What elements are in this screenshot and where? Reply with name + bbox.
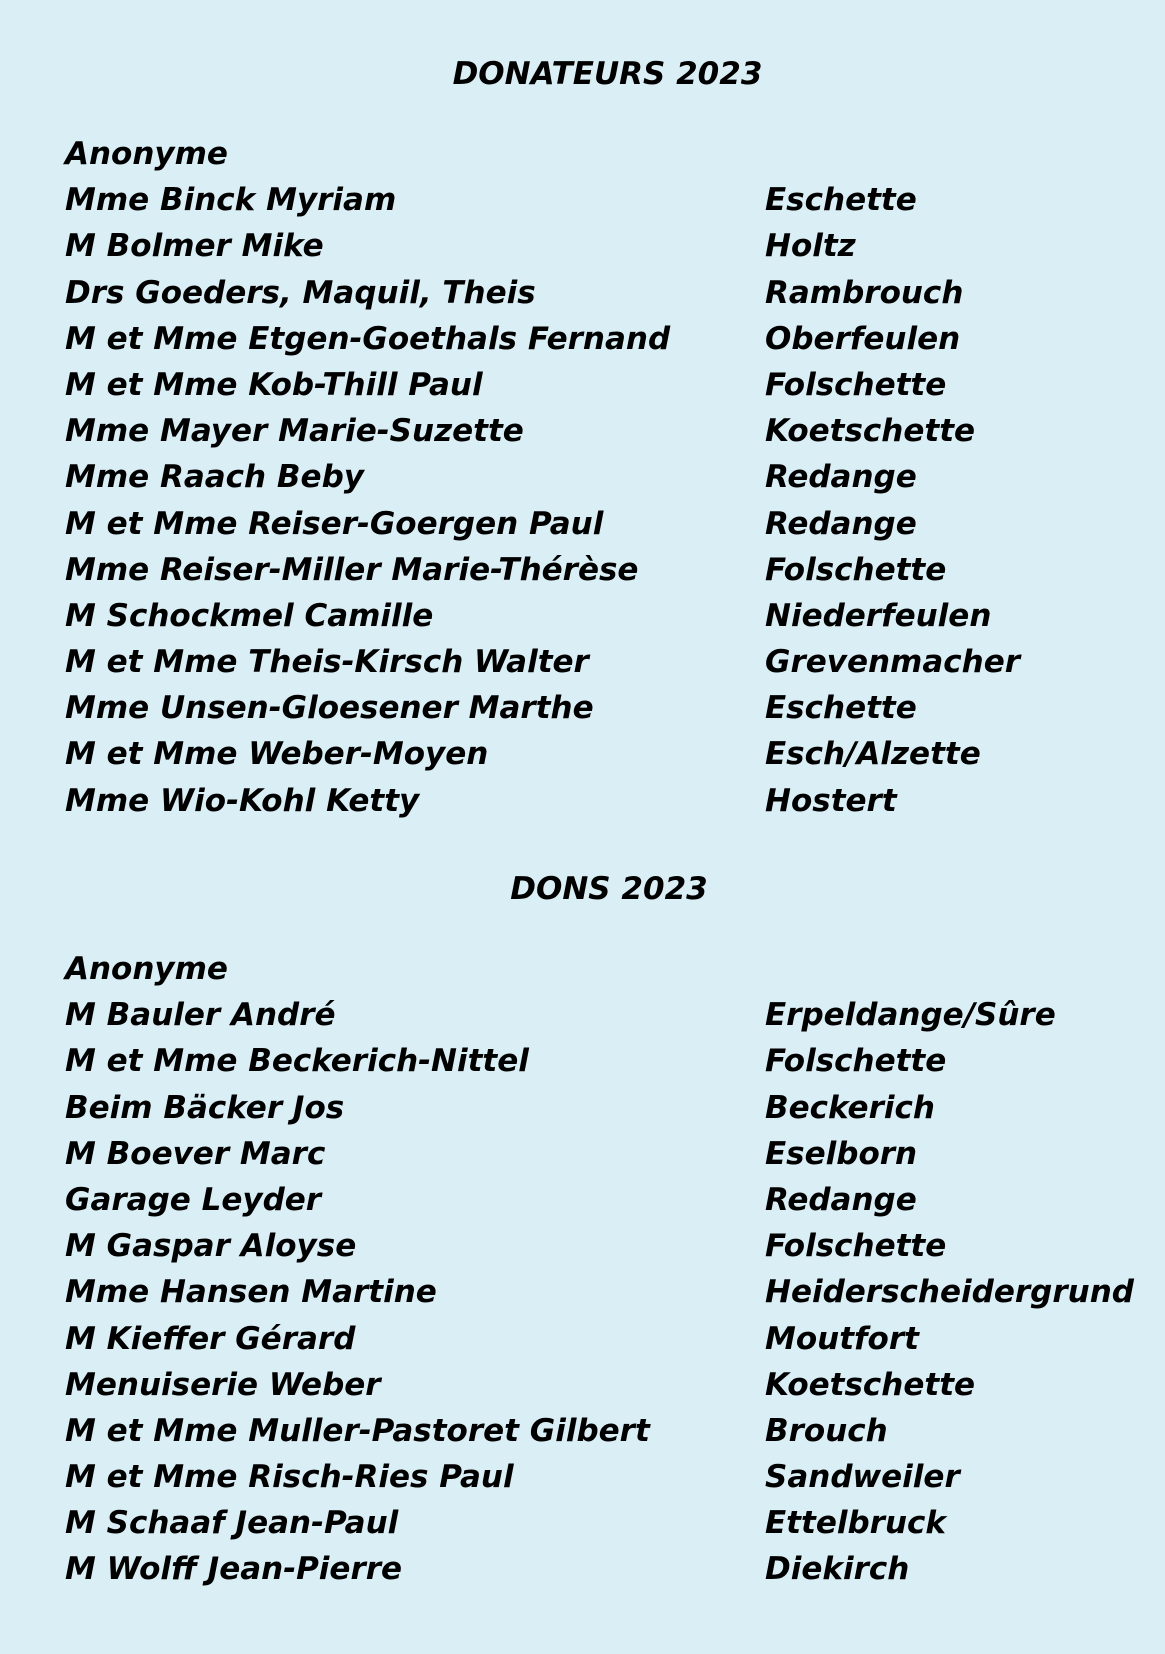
donor-name: M et Mme Etgen-Goethals Fernand — [65, 320, 671, 357]
donor-name: Mme Unsen-Gloesener Marthe — [65, 690, 594, 727]
donor-locality: Oberfeulen — [765, 320, 961, 357]
donor-name: Anonyme — [65, 136, 228, 172]
donateur-row — [65, 731, 1155, 777]
don-row — [65, 1223, 1155, 1269]
donor-name: M Bolmer Mike — [65, 228, 324, 265]
donor-name: M Kieffer Gérard — [65, 1320, 356, 1357]
don-row — [65, 946, 1155, 992]
donor-locality: Moutfort — [765, 1320, 919, 1357]
donor-locality: Heiderscheidergrund — [765, 1274, 1134, 1311]
don-row — [65, 1085, 1155, 1131]
donor-name: M et Mme Reiser-Goergen Paul — [65, 505, 604, 542]
donor-locality: Eschette — [765, 182, 917, 219]
donor-locality: Hostert — [765, 782, 897, 819]
donor-locality: Folschette — [765, 1043, 947, 1080]
donor-name: Menuiserie Weber — [65, 1366, 381, 1403]
donor-locality: Rambrouch — [765, 274, 964, 311]
donor-name: M Schockmel Camille — [65, 597, 434, 634]
donor-name: M Boever Marc — [65, 1135, 326, 1172]
donor-name: Mme Hansen Martine — [65, 1274, 437, 1311]
donor-name: M Gaspar Aloyse — [65, 1228, 357, 1265]
don-row — [65, 1269, 1155, 1315]
dons-title: DONS 2023 — [510, 871, 708, 907]
donor-name: M et Mme Beckerich-Nittel — [65, 1043, 529, 1080]
donateur-row — [65, 131, 1155, 177]
donor-locality: Ettelbruck — [765, 1505, 947, 1542]
donor-name: M Wolff Jean-Pierre — [65, 1551, 403, 1588]
donor-name: Mme Raach Beby — [65, 459, 364, 496]
donateur-row — [65, 685, 1155, 731]
donor-locality: Koetschette — [765, 1366, 976, 1403]
donor-name: M et Mme Muller-Pastoret Gilbert — [65, 1412, 650, 1449]
donateur-row — [65, 778, 1155, 824]
donor-name: Garage Leyder — [65, 1181, 322, 1218]
donor-name: Mme Wio-Kohl Ketty — [65, 782, 420, 819]
don-row — [65, 992, 1155, 1038]
donor-locality: Redange — [765, 459, 917, 496]
donor-locality: Diekirch — [765, 1551, 910, 1588]
donor-locality: Brouch — [765, 1412, 888, 1449]
donor-locality: Esch/Alzette — [765, 736, 981, 773]
donateur-row — [65, 547, 1155, 593]
donor-name: Mme Reiser-Miller Marie-Thérèse — [65, 551, 639, 588]
donateur-row — [65, 501, 1155, 547]
donor-locality: Erpeldange/Sûre — [765, 997, 1056, 1034]
donor-name: M et Mme Kob-Thill Paul — [65, 366, 483, 403]
donor-name: Mme Mayer Marie-Suzette — [65, 413, 524, 450]
donor-locality: Grevenmacher — [765, 644, 1021, 681]
don-row — [65, 1408, 1155, 1454]
donateur-row — [65, 316, 1155, 362]
don-row — [65, 1177, 1155, 1223]
donor-name: Beim Bäcker Jos — [65, 1089, 345, 1126]
don-row — [65, 1546, 1155, 1592]
dons-list — [65, 946, 1155, 1593]
donor-locality: Koetschette — [765, 413, 976, 450]
donateur-row — [65, 270, 1155, 316]
don-row — [65, 1131, 1155, 1177]
donor-name: M et Mme Theis-Kirsch Walter — [65, 644, 589, 681]
donor-locality: Sandweiler — [765, 1459, 960, 1496]
donor-name: Mme Binck Myriam — [65, 182, 397, 219]
donor-locality: Redange — [765, 1181, 917, 1218]
donor-name: M et Mme Risch-Ries Paul — [65, 1459, 514, 1496]
donor-name: M et Mme Weber-Moyen — [65, 736, 489, 773]
donateur-row — [65, 454, 1155, 500]
donor-name: Anonyme — [65, 951, 228, 987]
don-row — [65, 1316, 1155, 1362]
donateur-row — [65, 593, 1155, 639]
donor-locality: Beckerich — [765, 1089, 935, 1126]
don-row — [65, 1038, 1155, 1084]
donateur-row — [65, 177, 1155, 223]
donor-locality: Eschette — [765, 690, 917, 727]
donor-name: Drs Goeders, Maquil, Theis — [65, 274, 536, 311]
donor-locality: Eselborn — [765, 1135, 918, 1172]
donateur-row — [65, 408, 1155, 454]
donor-locality: Niederfeulen — [765, 597, 992, 634]
donateur-row — [65, 362, 1155, 408]
donor-locality: Folschette — [765, 366, 947, 403]
don-row — [65, 1362, 1155, 1408]
donor-name: M Schaaf Jean-Paul — [65, 1505, 399, 1542]
don-row — [65, 1454, 1155, 1500]
donateur-row — [65, 639, 1155, 685]
donor-locality: Folschette — [765, 551, 947, 588]
donateurs-title: DONATEURS 2023 — [452, 56, 763, 92]
donateurs-list — [65, 131, 1155, 824]
donateur-row — [65, 223, 1155, 269]
donor-name: M Bauler André — [65, 997, 336, 1034]
donor-locality: Redange — [765, 505, 917, 542]
donor-locality: Holtz — [765, 228, 856, 265]
don-row — [65, 1500, 1155, 1546]
donor-locality: Folschette — [765, 1228, 947, 1265]
